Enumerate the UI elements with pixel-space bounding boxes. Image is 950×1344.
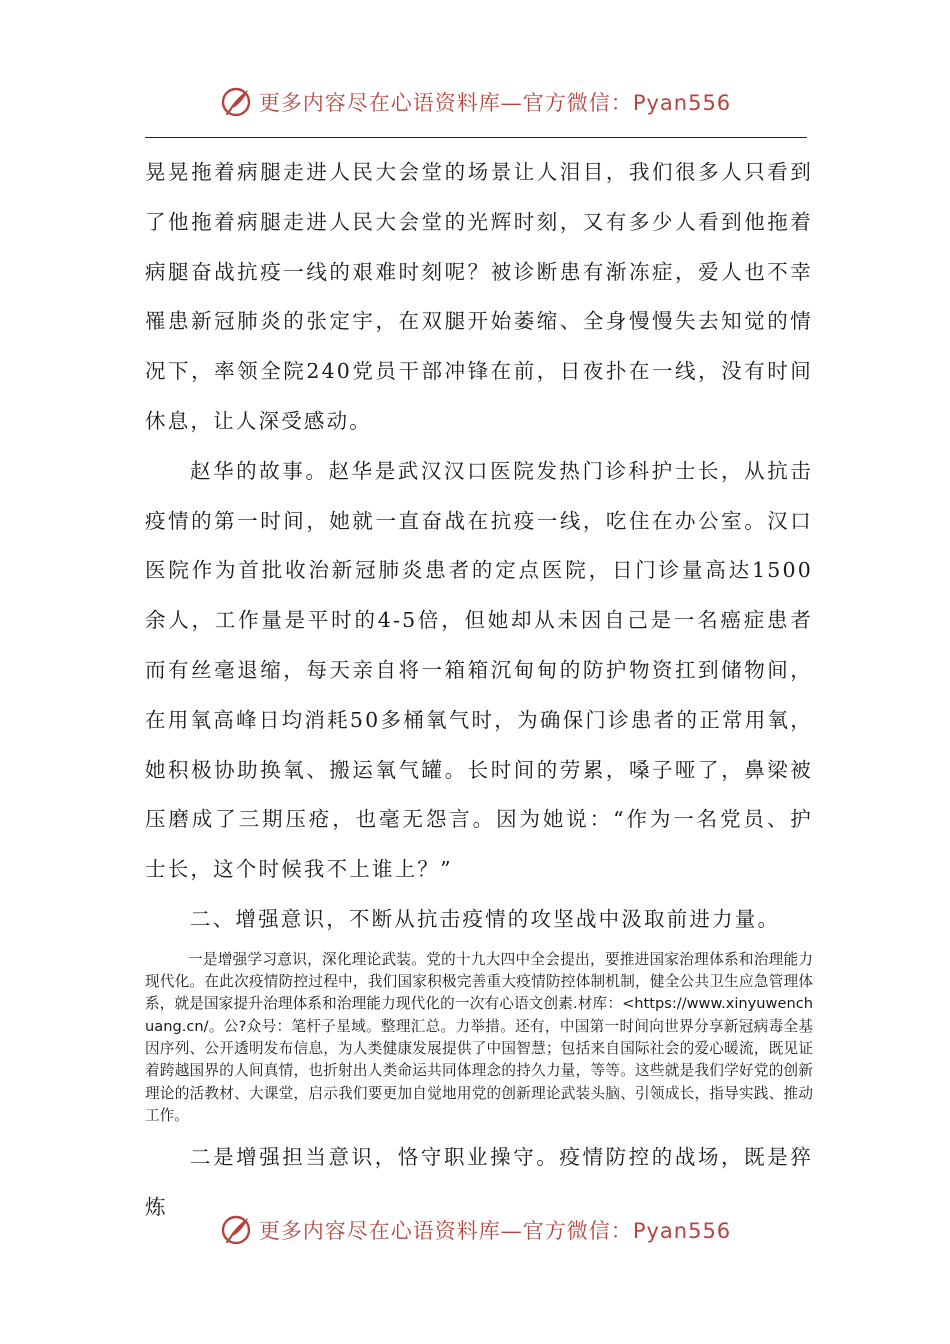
quill-pen-logo-icon bbox=[219, 1213, 253, 1247]
header-banner-text: 更多内容尽在心语资料库—官方微信：Pyan556 bbox=[258, 91, 732, 115]
header-divider bbox=[145, 137, 807, 138]
document-body bbox=[145, 148, 813, 1233]
header-banner bbox=[0, 80, 950, 124]
body-paragraph-small: 一是增强学习意识，深化理论武装。党的十九大四中全会提出，要推进国家治理体系和治理能力现代化。在此次疫情防控过程中，我们国家积极完善重大疫情防控体制机制，健全公共卫生应急管理体系，就是国家提升治理体系和治理能力现代化的一次有心语文创素.材库：<https://www.xinyuwenchuang.cn/。公?众号：笔杆子星域。整理汇总。力举措。还有，中国第一时间向世界分享新冠病毒全基因序列、公开透明发布信息，为人类健康发展提供了中国智慧；包括来自国际社会的爱心暖流，既见证着跨越国界的人间真情，也折射出人类命运共同体理念的持久力量，等等。这些就是我们学好党的创新理论的活教材、大课堂，启示我们要更加自觉地用党的创新理论武装头脑、引领成长，指导实践、推动工作。 bbox=[145, 950, 813, 1124]
body-paragraph-1: 晃晃拖着病腿走进人民大会堂的场景让人泪目，我们很多人只看到了他拖着病腿走进人民大会堂的光辉时刻，又有多少人看到他拖着病腿奋战抗疫一线的艰难时刻呢？被诊断患有渐冻症，爱人也不幸罹患新冠肺炎的张定宇，在双腿开始萎缩、全身慢慢失去知觉的情况下，率领全院240党员干部冲锋在前，日夜扑在一线，没有时间休息，让人深受感动。 bbox=[145, 160, 813, 433]
footer-banner-text: 更多内容尽在心语资料库—官方微信：Pyan556 bbox=[258, 1219, 732, 1243]
section-heading: 二、增强意识，不断从抗击疫情的攻坚战中汲取前进力量。 bbox=[190, 906, 781, 931]
footer-banner bbox=[0, 1208, 950, 1252]
quill-pen-logo-icon bbox=[219, 85, 253, 119]
body-paragraph-2: 赵华的故事。赵华是武汉汉口医院发热门诊科护士长，从抗击疫情的第一时间，她就一直奋战在抗疫一线，吃住在办公室。汉口医院作为首批收治新冠肺炎患者的定点医院，日门诊量高达1500余人，工作量是平时的4-5倍，但她却从未因自己是一名癌症患者而有丝毫退缩，每天亲自将一箱箱沉甸甸的防护物资扛到储物间，在用氧高峰日均消耗50多桶氧气时，为确保门诊患者的正常用氧，她积极协助换氧、搬运氧气罐。长时间的劳累，嗓子哑了，鼻梁被压磨成了三期压疮，也毫无怨言。因为她说：“作为一名党员、护士长，这个时候我不上谁上？” bbox=[145, 458, 813, 882]
body-paragraph-4: 二是增强担当意识，恪守职业操守。疫情防控的战场，既是猝炼 bbox=[145, 1145, 813, 1219]
